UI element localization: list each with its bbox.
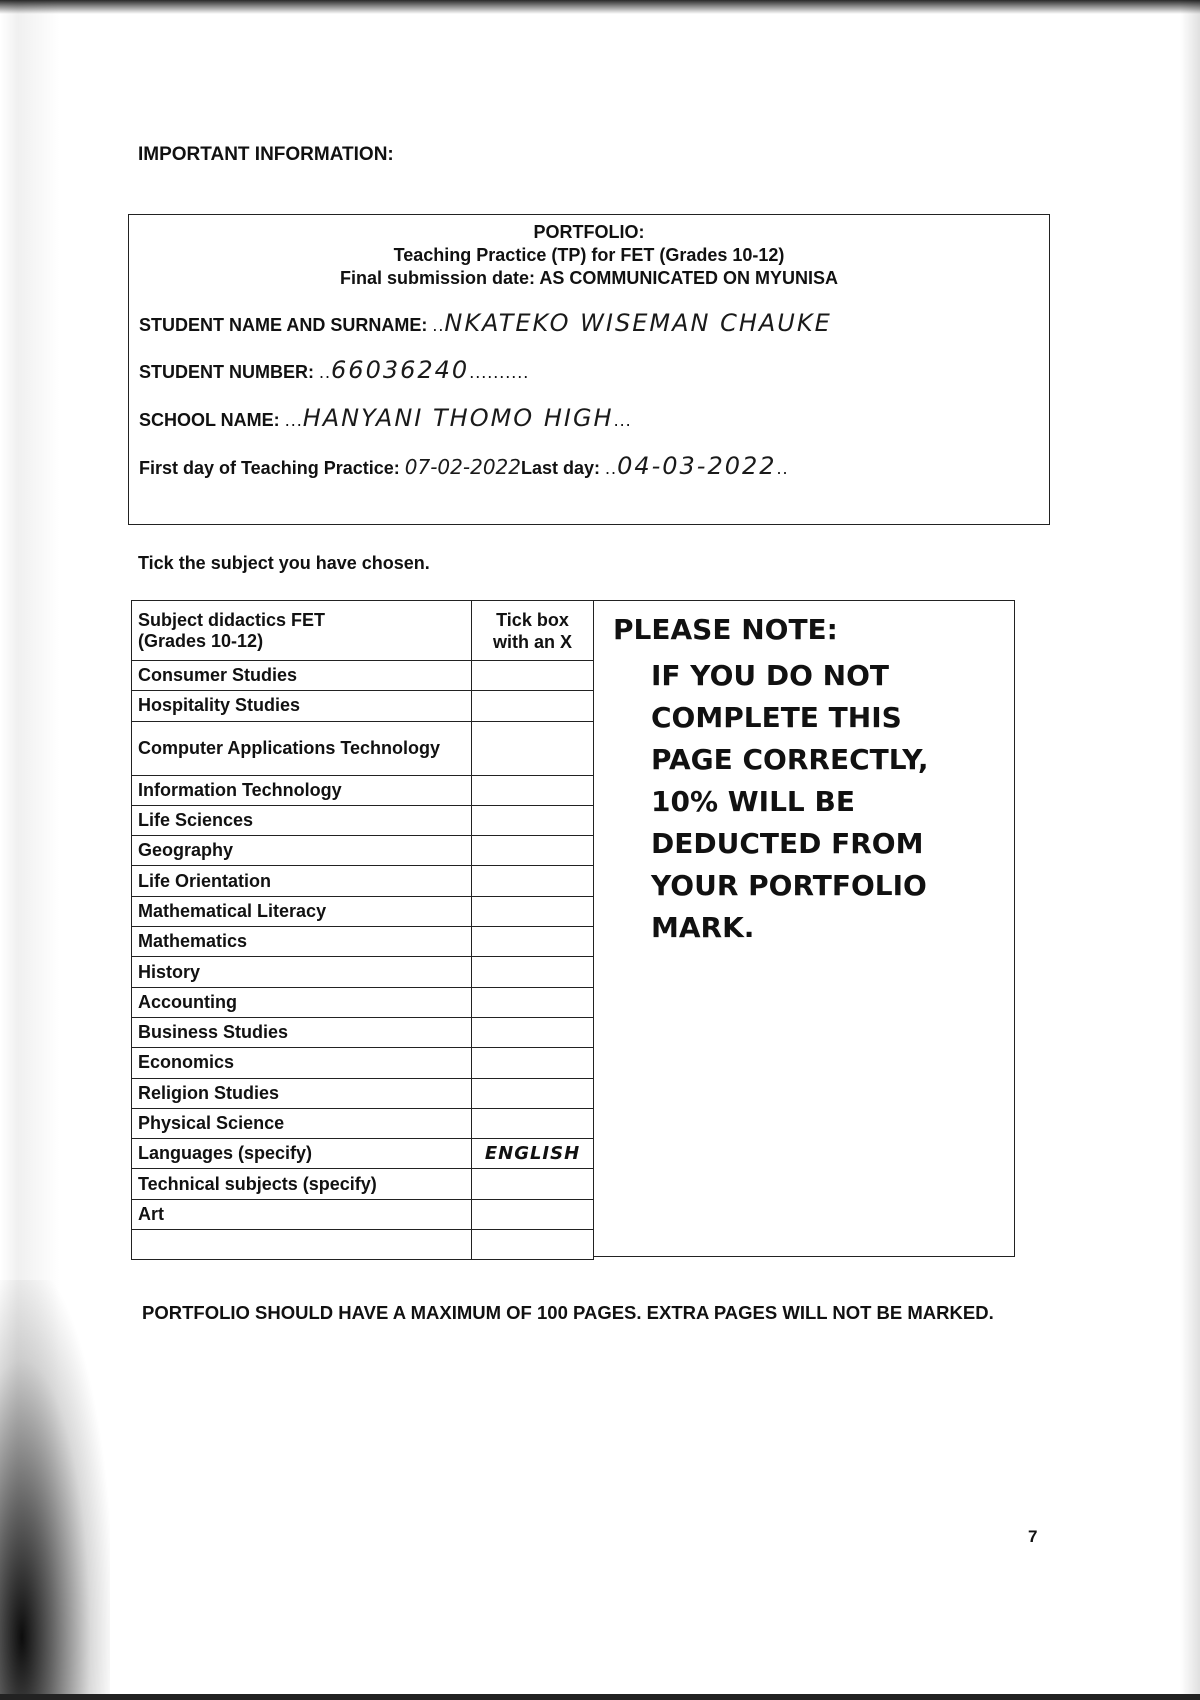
student-number-label: STUDENT NUMBER: bbox=[139, 362, 314, 382]
teaching-dates-field: First day of Teaching Practice: 07-02-2022Last day: ..04-03-2022.. bbox=[139, 452, 789, 480]
tick-box[interactable] bbox=[472, 957, 594, 987]
table-row bbox=[132, 661, 594, 691]
student-name-value[interactable]: NKATEKO WISEMAN CHAUKE bbox=[444, 309, 832, 337]
subject-cell: Economics bbox=[132, 1048, 472, 1078]
header-tick-line1: Tick box bbox=[496, 609, 569, 630]
subject-cell: Mathematical Literacy bbox=[132, 896, 472, 926]
table-row bbox=[132, 691, 594, 721]
tick-box[interactable] bbox=[472, 691, 594, 721]
header-subject-line2: (Grades 10-12) bbox=[138, 630, 264, 651]
page-heading: IMPORTANT INFORMATION: bbox=[138, 144, 394, 165]
tick-box[interactable] bbox=[472, 1048, 594, 1078]
note-title: PLEASE NOTE: bbox=[613, 613, 838, 646]
tick-box[interactable] bbox=[472, 927, 594, 957]
header-subject-line1: Subject didactics FET bbox=[138, 609, 326, 630]
first-day-value[interactable]: 07-02-2022 bbox=[404, 455, 521, 479]
portfolio-header bbox=[129, 221, 1049, 290]
subject-cell: Art bbox=[132, 1199, 472, 1229]
portfolio-subtitle: Teaching Practice (TP) for FET (Grades 10-12) bbox=[393, 245, 785, 265]
note-line: PAGE CORRECTLY, bbox=[651, 743, 929, 776]
table-row bbox=[132, 957, 594, 987]
school-name-value[interactable]: HANYANI THOMO HIGH bbox=[302, 404, 614, 432]
table-row bbox=[132, 927, 594, 957]
first-day-label: First day of Teaching Practice: bbox=[139, 458, 400, 478]
tick-instruction: Tick the subject you have chosen. bbox=[138, 553, 430, 573]
note-line: COMPLETE THIS bbox=[651, 701, 902, 734]
tick-box[interactable] bbox=[472, 866, 594, 896]
tick-box[interactable] bbox=[472, 1108, 594, 1138]
subject-cell: Computer Applications Technology bbox=[132, 721, 472, 775]
table-row bbox=[132, 1048, 594, 1078]
school-name-field: SCHOOL NAME: ...HANYANI THOMO HIGH... bbox=[139, 404, 632, 432]
scan-edge-bottom bbox=[0, 1694, 1200, 1700]
header-tick bbox=[472, 601, 594, 661]
note-line: IF YOU DO NOT bbox=[651, 659, 889, 692]
tick-box[interactable] bbox=[472, 661, 594, 691]
tick-box[interactable] bbox=[472, 1169, 594, 1199]
table-row bbox=[132, 1230, 594, 1260]
table-row bbox=[132, 805, 594, 835]
tick-box[interactable]: ENGLISH bbox=[472, 1139, 594, 1169]
note-line: MARK. bbox=[651, 911, 755, 944]
subject-cell bbox=[132, 1230, 472, 1260]
table-row bbox=[132, 1139, 594, 1169]
subject-cell: Languages (specify) bbox=[132, 1139, 472, 1169]
subject-cell: Geography bbox=[132, 836, 472, 866]
tick-box[interactable] bbox=[472, 1078, 594, 1108]
last-day-value[interactable]: 04-03-2022 bbox=[617, 452, 777, 480]
table-row bbox=[132, 1078, 594, 1108]
portfolio-info-box bbox=[128, 214, 1050, 525]
table-row bbox=[132, 775, 594, 805]
tick-box[interactable] bbox=[472, 721, 594, 775]
subject-cell: Life Orientation bbox=[132, 866, 472, 896]
note-line: DEDUCTED FROM bbox=[651, 827, 924, 860]
last-day-label: Last day: bbox=[521, 458, 601, 478]
tick-box[interactable] bbox=[472, 987, 594, 1017]
student-name-field: STUDENT NAME AND SURNAME: ..NKATEKO WISEMAN CHAUKE bbox=[139, 309, 832, 337]
table-row bbox=[132, 1169, 594, 1199]
table-row bbox=[132, 1017, 594, 1047]
subject-cell: Consumer Studies bbox=[132, 661, 472, 691]
table-header-row bbox=[132, 601, 594, 661]
school-name-label: SCHOOL NAME: bbox=[139, 410, 280, 430]
tick-box[interactable] bbox=[472, 1199, 594, 1229]
subject-cell: Technical subjects (specify) bbox=[132, 1169, 472, 1199]
tick-box[interactable] bbox=[472, 805, 594, 835]
subject-cell: Information Technology bbox=[132, 775, 472, 805]
submission-date: Final submission date: AS COMMUNICATED ON MYUNISA bbox=[339, 268, 839, 288]
table-row bbox=[132, 1199, 594, 1229]
table-row bbox=[132, 896, 594, 926]
note-line: YOUR PORTFOLIO bbox=[651, 869, 927, 902]
tick-box[interactable] bbox=[472, 1230, 594, 1260]
scan-edge-right bbox=[1180, 0, 1200, 1700]
subject-cell: History bbox=[132, 957, 472, 987]
note-line: 10% WILL BE bbox=[651, 785, 855, 818]
student-name-label: STUDENT NAME AND SURNAME: bbox=[139, 315, 428, 335]
header-subject bbox=[132, 601, 472, 661]
scan-edge-top bbox=[0, 0, 1200, 14]
subject-cell: Physical Science bbox=[132, 1108, 472, 1138]
table-row bbox=[132, 836, 594, 866]
table-row bbox=[132, 1108, 594, 1138]
portfolio-title: PORTFOLIO: bbox=[533, 222, 645, 242]
subject-cell: Accounting bbox=[132, 987, 472, 1017]
subject-cell: Religion Studies bbox=[132, 1078, 472, 1108]
please-note-box bbox=[593, 600, 1015, 1257]
table-row bbox=[132, 987, 594, 1017]
tick-box[interactable] bbox=[472, 775, 594, 805]
student-number-field: STUDENT NUMBER: ..66036240.......... bbox=[139, 356, 530, 384]
tick-box[interactable] bbox=[472, 1017, 594, 1047]
tick-box[interactable] bbox=[472, 836, 594, 866]
page-number: 7 bbox=[1028, 1527, 1038, 1546]
subject-cell: Life Sciences bbox=[132, 805, 472, 835]
subject-table bbox=[131, 600, 594, 1260]
header-tick-line2: with an X bbox=[492, 631, 572, 652]
scan-shadow bbox=[0, 1280, 110, 1700]
subject-cell: Business Studies bbox=[132, 1017, 472, 1047]
footer-note: PORTFOLIO SHOULD HAVE A MAXIMUM OF 100 PAGES. EXTRA PAGES WILL NOT BE MARKED. bbox=[142, 1302, 994, 1323]
student-number-value[interactable]: 66036240 bbox=[331, 356, 470, 384]
table-row bbox=[132, 721, 594, 775]
tick-box[interactable] bbox=[472, 896, 594, 926]
table-row bbox=[132, 866, 594, 896]
subject-cell: Hospitality Studies bbox=[132, 691, 472, 721]
subject-cell: Mathematics bbox=[132, 927, 472, 957]
